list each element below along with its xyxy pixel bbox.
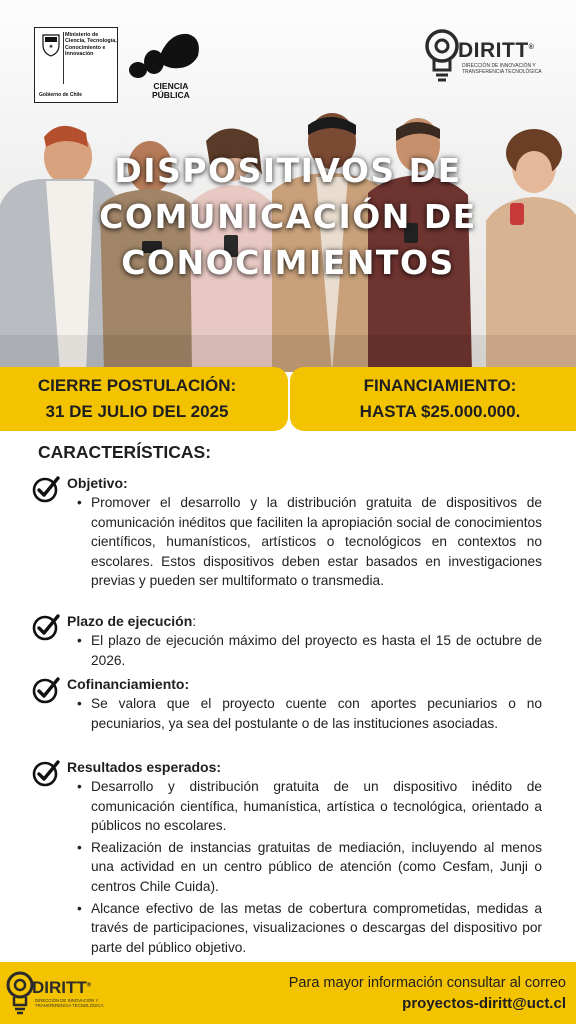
cierre-postulacion-box <box>0 367 288 431</box>
checkmark-circle-icon <box>32 613 60 641</box>
resultados-section <box>32 759 544 954</box>
plazo-heading: Plazo de ejecución: <box>67 613 197 629</box>
ministerio-text: Ministerio de Ciencia, Tecnología, Conocimiento e Innovación <box>65 32 117 58</box>
list-item: • Alcance efectivo de las metas de cobertura comprometidas, medidas a través de participaciones, visualizaciones o descargas del dispositivo por parte del público objetivo. <box>77 899 542 958</box>
plazo-section <box>32 613 544 671</box>
diritt-subtitle: DIRECCIÓN DE INNOVACIÓN Y TRANSFERENCIA TECNOLÓGICA <box>462 63 542 75</box>
cofinanciamiento-section <box>32 676 544 754</box>
footer-email-link[interactable]: proyectos-diritt@uct.cl <box>402 995 566 1012</box>
checkmark-circle-icon <box>32 475 60 503</box>
logo-divider <box>63 32 64 84</box>
cierre-value: 31 DE JULIO DEL 2025 <box>45 402 229 421</box>
objetivo-list <box>77 493 542 593</box>
resultados-list <box>77 777 542 959</box>
ciencia-publica-text: CIENCIA PÚBLICA <box>152 81 190 100</box>
financiamiento-label: FINANCIAMIENTO: <box>363 376 517 395</box>
ciencia-publica-logo <box>128 30 204 104</box>
resultados-heading: Resultados esperados: <box>67 759 222 775</box>
gobierno-de-chile-logo <box>34 27 118 103</box>
footer-bar <box>0 962 576 1024</box>
checkmark-circle-icon <box>32 759 60 787</box>
cofinanciamiento-list <box>77 694 542 735</box>
ciencia-publica-mark-icon <box>128 30 204 82</box>
diritt-name: DIRITT® <box>458 39 535 62</box>
diritt-subtitle: DIRECCIÓN DE INNOVACIÓN Y TRANSFERENCIA TECNOLÓGICA <box>35 998 104 1008</box>
financiamiento-box <box>290 367 576 431</box>
list-item: • Promover el desarrollo y la distribución gratuita de dispositivos de comunicación inéditos que faciliten la apropiación social de conocimientos científicos, humanísticos, artísticos o tecnológicos en contextos no escolares. Estos dispositivos deben estar basados en investigaciones previas y pueden ser multiformato o transmedia. <box>77 493 542 591</box>
objetivo-heading: Objetivo: <box>67 475 128 491</box>
diritt-name: DIRITT® <box>32 978 92 997</box>
diritt-logo-header <box>424 26 554 86</box>
cierre-label: CIERRE POSTULACIÓN: <box>37 376 237 395</box>
objetivo-section <box>32 475 544 610</box>
cofinanciamiento-heading: Cofinanciamiento: <box>67 676 190 692</box>
caracteristicas-heading: CARACTERÍSTICAS: <box>38 442 212 462</box>
gobierno-text: Gobierno de Chile <box>39 92 83 98</box>
chile-shield-icon <box>41 33 61 57</box>
plazo-list <box>77 631 542 672</box>
hero-banner <box>0 0 576 372</box>
checkmark-circle-icon <box>32 676 60 704</box>
diritt-logo-footer <box>6 968 126 1018</box>
list-item: • Realización de instancias gratuitas de mediación, incluyendo al menos una actividad en un centro público de atención (como Cesfam, Junji o centros Chile Cuida). <box>77 838 542 897</box>
list-item: • El plazo de ejecución máximo del proyecto es hasta el 15 de octubre de 2026. <box>77 631 542 670</box>
hero-title: DISPOSITIVOS DE COMUNICACIÓN DE CONOCIMIENTOS <box>99 151 477 282</box>
list-item: • Desarrollo y distribución gratuita de un dispositivo inédito de comunicación científica, humanística, artística o tecnológica, orientado a públicos no escolares. <box>77 777 542 836</box>
financiamiento-value: HASTA $25.000.000. <box>359 402 521 421</box>
footer-info-text: Para mayor información consultar al correo <box>288 975 566 991</box>
list-item: • Se valora que el proyecto cuente con aportes pecuniarios o no pecuniarios, ya sea del postulante o de las instituciones asociadas. <box>77 694 542 733</box>
